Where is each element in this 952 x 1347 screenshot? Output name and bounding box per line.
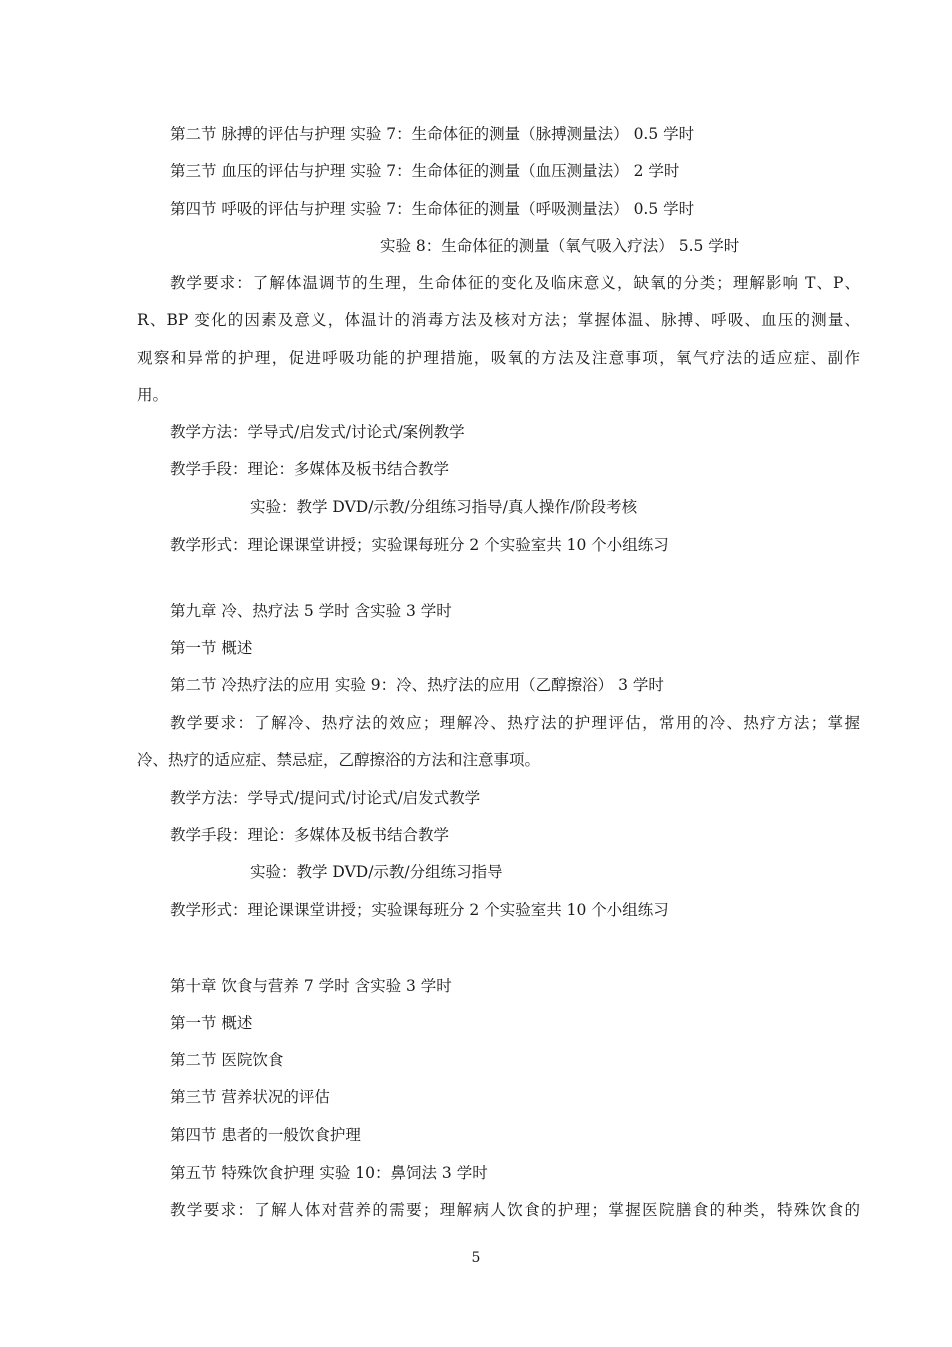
text-line: 第三节 血压的评估与护理 实验 7：生命体征的测量（血压测量法） 2 学时 [170,162,680,180]
text-line: 实验：教学 DVD/示教/分组练习指导/真人操作/阶段考核 [250,498,638,516]
text-line: 教学方法：学导式/启发式/讨论式/案例教学 [170,423,465,441]
text-line: 第二节 冷热疗法的应用 实验 9：冷、热疗法的应用（乙醇擦浴） 3 学时 [170,676,664,694]
text-line: 教学方法：学导式/提问式/讨论式/启发式教学 [170,789,481,807]
text-line: 观察和异常的护理，促进呼吸功能的护理措施，吸氧的方法及注意事项，氧气疗法的适应症、副作 [137,349,860,367]
text-line: 第四节 患者的一般饮食护理 [170,1126,361,1144]
text-line: 第五节 特殊饮食护理 实验 10：鼻饲法 3 学时 [170,1164,488,1182]
text-line: 第二节 脉搏的评估与护理 实验 7：生命体征的测量（脉搏测量法） 0.5 学时 [170,125,695,143]
text-line: 第四节 呼吸的评估与护理 实验 7：生命体征的测量（呼吸测量法） 0.5 学时 [170,200,695,218]
text-line: 实验 8：生命体征的测量（氧气吸入疗法） 5.5 学时 [380,237,740,255]
text-line: 第二节 医院饮食 [170,1051,284,1069]
text-line: 教学要求：了解人体对营养的需要；理解病人饮食的护理；掌握医院膳食的种类，特殊饮食的 [170,1201,860,1219]
text-line: 教学形式：理论课课堂讲授；实验课每班分 2 个实验室共 10 个小组练习 [170,536,669,554]
text-line: 第一节 概述 [170,639,253,657]
text-line: 实验：教学 DVD/示教/分组练习指导 [250,863,503,881]
chapter-heading: 第九章 冷、热疗法 5 学时 含实验 3 学时 [170,602,452,620]
text-line: 用。 [137,386,169,404]
text-line: 教学手段：理论：多媒体及板书结合教学 [170,826,450,844]
chapter-heading: 第十章 饮食与营养 7 学时 含实验 3 学时 [170,977,452,995]
text-line: 第三节 营养状况的评估 [170,1088,330,1106]
text-line: R、BP 变化的因素及意义，体温计的消毒方法及核对方法；掌握体温、脉搏、呼吸、血压的测量、 [137,311,860,329]
text-line: 教学形式：理论课课堂讲授；实验课每班分 2 个实验室共 10 个小组练习 [170,901,669,919]
text-line: 教学手段：理论：多媒体及板书结合教学 [170,460,450,478]
page-number: 5 [471,1250,481,1266]
text-line: 教学要求：了解体温调节的生理，生命体征的变化及临床意义，缺氧的分类；理解影响 T、P、 [170,274,860,292]
text-line: 教学要求：了解冷、热疗法的效应；理解冷、热疗法的护理评估，常用的冷、热疗方法；掌握 [170,714,860,732]
text-line: 冷、热疗的适应症、禁忌症，乙醇擦浴的方法和注意事项。 [137,751,541,769]
text-line: 第一节 概述 [170,1014,253,1032]
